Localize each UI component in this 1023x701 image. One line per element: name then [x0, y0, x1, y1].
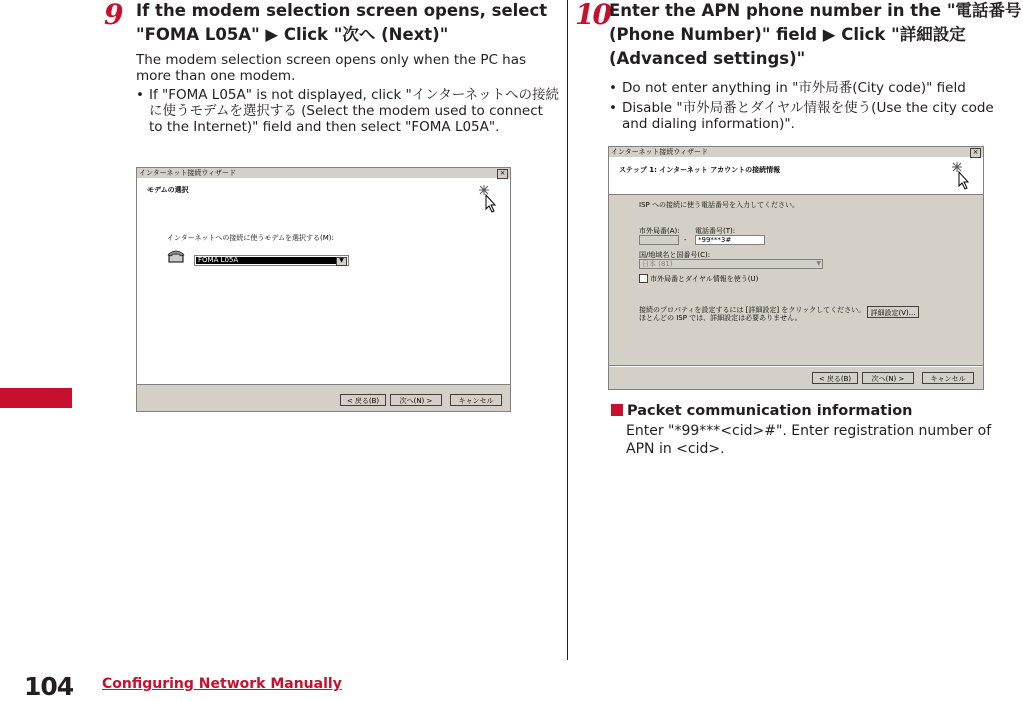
use-dialing-rules-label: 市外局番とダイヤル情報を使う(U): [650, 275, 759, 283]
column-divider: [567, 0, 568, 660]
account-connection-dialog: [608, 146, 984, 390]
step-heading: [136, 0, 564, 47]
phone-number-label: 電話番号(T):: [695, 227, 736, 235]
dialog-title: インターネット接続ウィザード: [611, 148, 708, 156]
dialog-body: [137, 179, 510, 385]
city-code-field[interactable]: [639, 235, 679, 245]
step-number: 10: [575, 0, 610, 31]
next-button[interactable]: 次へ(N) >: [390, 394, 442, 406]
modem-selection-dialog: [136, 167, 511, 412]
heading-line: "FOMA L05A" ▶ Click "次へ (Next)": [136, 25, 449, 44]
packet-info-title: Packet communication information: [627, 403, 913, 419]
bullet-item: • If "FOMA L05A" is not displayed, click "インターネットへの接続に使うモデムを選択する (Select the modem used to connect to the Internet)" field and then select "FOMA L05A".: [136, 87, 560, 135]
square-bullet-icon: [611, 404, 623, 416]
city-code-label: 市外局番(A):: [639, 227, 680, 235]
dialog-titlebar: [137, 168, 510, 179]
wizard-cursor-icon: [478, 185, 498, 213]
country-value: 日本 (81): [642, 260, 673, 268]
bullet-list: [609, 80, 1023, 136]
step-heading: [609, 0, 1023, 71]
back-button[interactable]: < 戻る(B): [812, 372, 858, 384]
dialog-title: インターネット接続ウィザード: [139, 169, 236, 177]
chevron-down-icon[interactable]: ▼: [816, 260, 821, 267]
dash-separator: -: [684, 236, 687, 244]
use-dialing-rules-checkbox[interactable]: [639, 274, 648, 283]
modem-selected-value: FOMA L05A: [196, 257, 336, 264]
dialog-section-title: ステップ 1: インターネット アカウントの接続情報: [619, 166, 781, 174]
chapter-tab: [0, 388, 72, 408]
phone-prompt: ISP への接続に使う電話番号を入力してください。: [639, 201, 799, 209]
footer-chapter-title: Configuring Network Manually: [102, 676, 342, 692]
step-description: The modem selection screen opens only when the PC has more than one modem.: [136, 52, 527, 84]
bullet-item: • Disable "市外局番とダイヤル情報を使う(Use the city code and dialing information)".: [609, 100, 1023, 132]
chevron-down-icon[interactable]: ▼: [336, 257, 347, 266]
dialog-separator: [609, 365, 983, 367]
modem-phone-icon: [167, 249, 185, 263]
close-icon[interactable]: ×: [970, 148, 981, 158]
heading-line: Enter the APN phone number in the "電話番号: [609, 1, 1022, 20]
next-button[interactable]: 次へ(N) >: [862, 372, 914, 384]
cancel-button[interactable]: キャンセル: [450, 394, 502, 406]
bullet-item: • Do not enter anything in "市外局番(City code)" field: [609, 80, 1023, 96]
dialog-header: [609, 158, 983, 195]
packet-info-heading: [611, 402, 912, 420]
dialog-titlebar: [609, 147, 983, 158]
dialog-section-title: モデムの選択: [147, 186, 189, 194]
step-number: 9: [104, 0, 122, 31]
modem-select[interactable]: [194, 255, 349, 266]
bullet-list: [136, 87, 560, 139]
wizard-cursor-icon: [951, 162, 971, 190]
close-icon[interactable]: ×: [497, 169, 508, 179]
advanced-settings-button[interactable]: 詳細設定(V)...: [867, 306, 919, 318]
info-text: 接続のプロパティを設定するには [詳細設定] をクリックしてください。: [639, 306, 866, 314]
back-button[interactable]: < 戻る(B): [340, 394, 386, 406]
country-label: 国/地域名と国番号(C):: [639, 251, 711, 259]
cancel-button[interactable]: キャンセル: [922, 372, 974, 384]
heading-line: If the modem selection screen opens, select: [136, 1, 548, 20]
heading-line: (Advanced settings)": [609, 49, 806, 68]
country-select[interactable]: [639, 259, 823, 269]
info-text: ほとんどの ISP では、詳細設定は必要ありません。: [639, 314, 802, 322]
packet-info-text: Enter "*99***<cid>#". Enter registration number of APN in <cid>.: [626, 423, 992, 457]
heading-line: (Phone Number)" field ▶ Click "詳細設定: [609, 25, 966, 44]
page-number: 104: [24, 672, 74, 701]
modem-prompt: インターネットへの接続に使うモデムを選択する(M):: [167, 234, 334, 242]
phone-number-field[interactable]: *99***3#: [695, 235, 765, 245]
